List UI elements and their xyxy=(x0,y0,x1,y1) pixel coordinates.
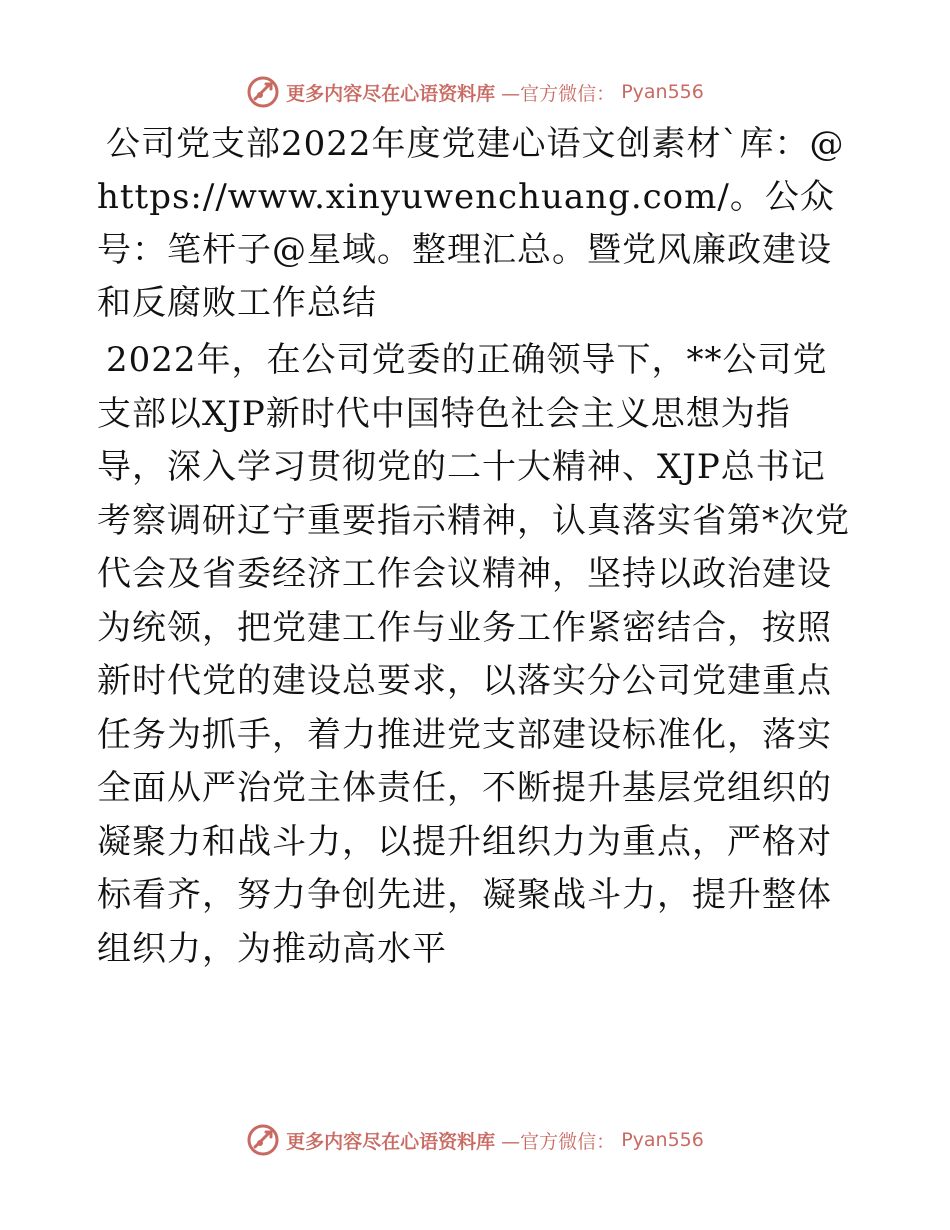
header-banner xyxy=(0,72,950,112)
seal-logo-icon xyxy=(246,1123,280,1157)
title-paragraph: 公司党支部2022年度党建心语文创素材`库：@https://www.xinyuwenchuang.com/。公众号：笔杆子@星域。整理汇总。暨党风廉政建设和反腐败工作总结 xyxy=(97,124,845,323)
document-content xyxy=(97,118,852,976)
banner-separator: —官方微信： xyxy=(501,82,616,105)
footer-banner xyxy=(0,1120,950,1160)
footer-banner-wechat-id: Pyan556 xyxy=(621,1129,704,1151)
banner-title: 更多内容尽在心语资料库 xyxy=(286,82,496,105)
body-paragraph: 2022年，在公司党委的正确领导下，**公司党支部以XJP新时代中国特色社会主义思想为指导，深入学习贯彻党的二十大精神、XJP总书记考察调研辽宁重要指示精神，认真落实省第*次党代会及省委经济工作会议精神，坚持以政治建设为统领，把党建工作与业务工作紧密结合，按照新时代党的建设总要求，以落实分公司党建重点任务为抓手，着力推进党支部建设标准化，落实全面从严治党主体责任，不断提升基层党组织的凝聚力和战斗力，以提升组织力为重点，严格对标看齐，努力争创先进，凝聚战斗力，提升整体组织力，为推动高水平 xyxy=(97,340,850,969)
banner-wechat-id: Pyan556 xyxy=(621,81,704,103)
footer-banner-separator: —官方微信： xyxy=(501,1130,616,1153)
seal-logo-icon xyxy=(246,75,280,109)
footer-banner-title: 更多内容尽在心语资料库 xyxy=(286,1130,496,1153)
